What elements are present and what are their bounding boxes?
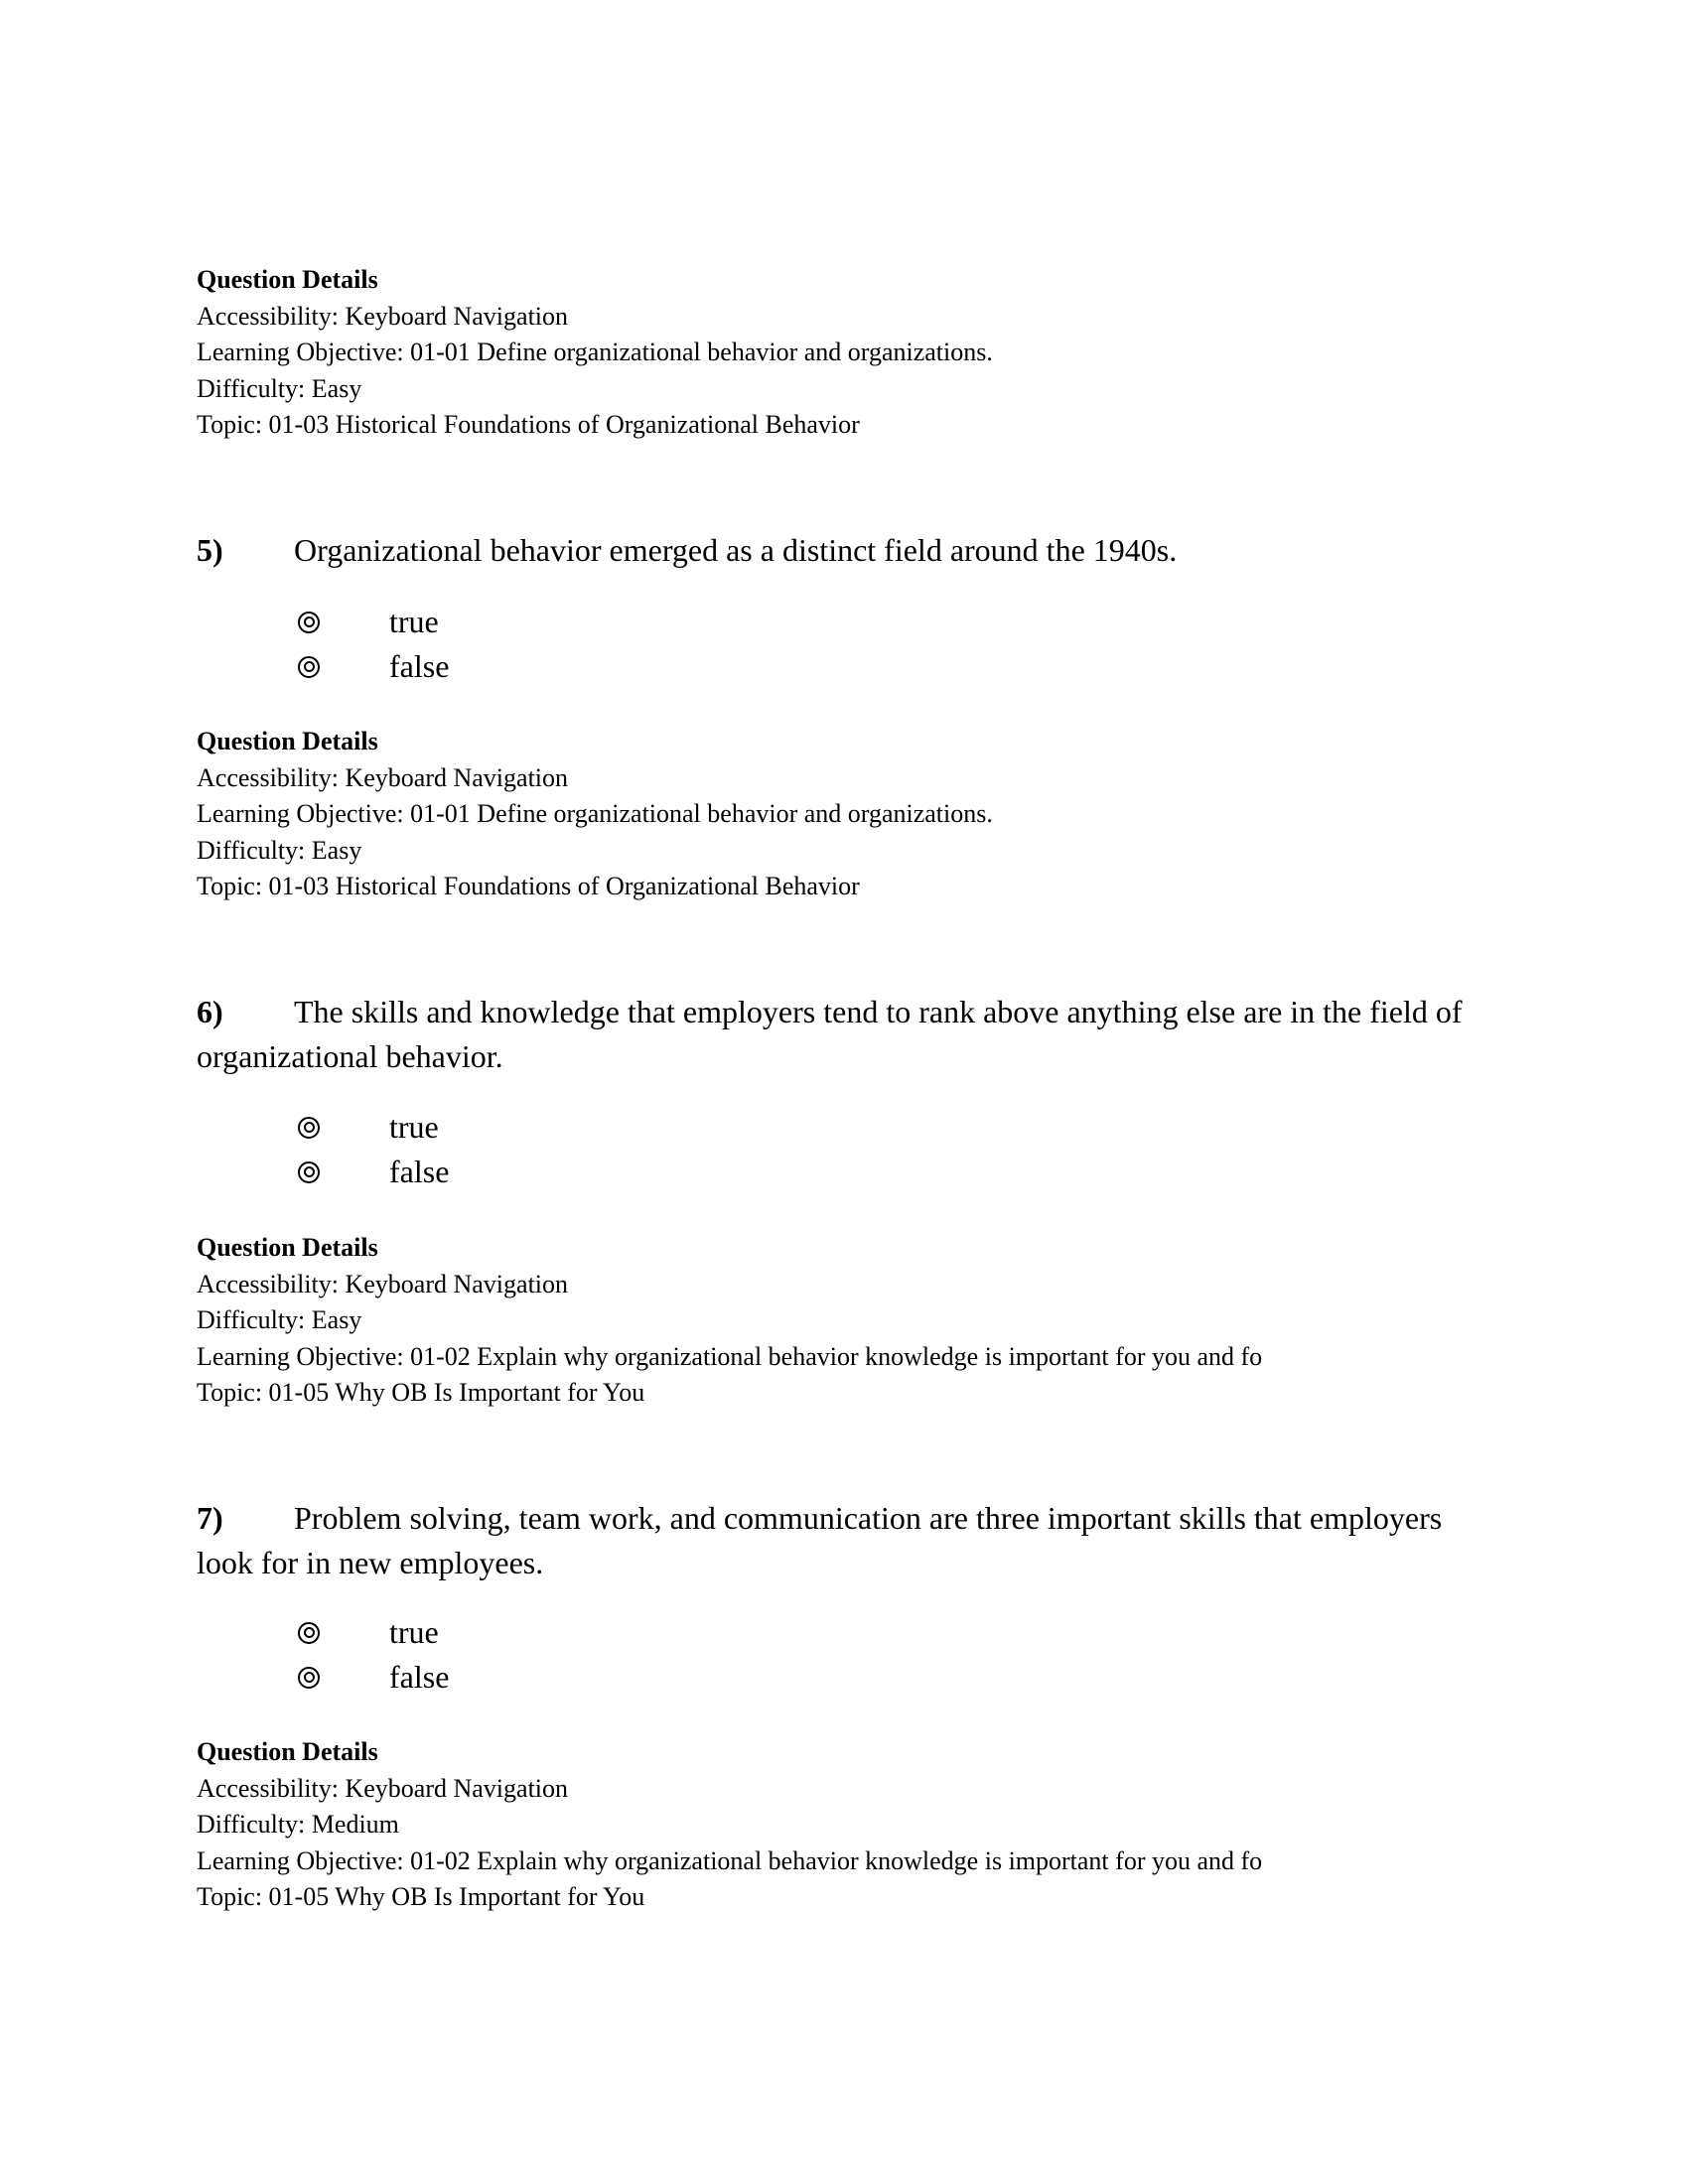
option-label: false bbox=[389, 648, 450, 684]
details-line: Accessibility: Keyboard Navigation bbox=[197, 1773, 569, 1803]
options-5 bbox=[298, 600, 449, 689]
details-line: Accessibility: Keyboard Navigation bbox=[197, 1269, 569, 1298]
details-line: Accessibility: Keyboard Navigation bbox=[197, 301, 569, 331]
details-line: Learning Objective: 01-01 Define organizational behavior and organizations. bbox=[197, 799, 993, 828]
question-text: The skills and knowledge that employers tend to rank above anything else are in the field of organizational behavior. bbox=[197, 994, 1463, 1074]
radio-icon[interactable] bbox=[298, 1117, 320, 1139]
option-label: true bbox=[389, 1614, 439, 1650]
details-line: Topic: 01-03 Historical Foundations of Organizational Behavior bbox=[197, 872, 860, 900]
question-details bbox=[197, 1734, 1262, 1916]
details-line: Difficulty: Easy bbox=[197, 373, 362, 403]
question-number: 6) bbox=[197, 994, 223, 1029]
option-false[interactable] bbox=[298, 644, 449, 689]
option-false[interactable] bbox=[298, 1150, 449, 1194]
details-line: Difficulty: Easy bbox=[197, 835, 362, 865]
question-6 bbox=[197, 990, 1487, 1079]
radio-icon[interactable] bbox=[298, 1622, 320, 1644]
question-details bbox=[197, 724, 993, 905]
details-line: Accessibility: Keyboard Navigation bbox=[197, 762, 569, 792]
details-line: Difficulty: Medium bbox=[197, 1810, 399, 1839]
option-false[interactable] bbox=[298, 1655, 449, 1700]
option-label: false bbox=[389, 1659, 450, 1695]
option-true[interactable] bbox=[298, 1105, 449, 1150]
details-title: Question Details bbox=[197, 1233, 378, 1262]
option-true[interactable] bbox=[298, 600, 449, 644]
details-line: Learning Objective: 01-02 Explain why organizational behavior knowledge is important for you and fo bbox=[197, 1845, 1263, 1875]
details-title: Question Details bbox=[197, 265, 378, 294]
options-7 bbox=[298, 1610, 449, 1700]
details-line: Topic: 01-05 Why OB Is Important for You bbox=[197, 1882, 645, 1911]
details-title: Question Details bbox=[197, 1737, 378, 1766]
question-5 bbox=[197, 528, 1487, 573]
details-line: Difficulty: Easy bbox=[197, 1305, 362, 1334]
option-true[interactable] bbox=[298, 1610, 449, 1655]
question-text: Organizational behavior emerged as a distinct field around the 1940s. bbox=[294, 532, 1178, 568]
radio-icon[interactable] bbox=[298, 612, 320, 633]
details-line: Learning Objective: 01-01 Define organizational behavior and organizations. bbox=[197, 338, 993, 366]
radio-icon[interactable] bbox=[298, 1161, 320, 1183]
question-details bbox=[197, 1230, 1262, 1412]
details-line: Topic: 01-03 Historical Foundations of Organizational Behavior bbox=[197, 410, 860, 439]
radio-icon[interactable] bbox=[298, 656, 320, 678]
option-label: true bbox=[389, 1109, 439, 1145]
question-number: 7) bbox=[197, 1500, 223, 1536]
question-7 bbox=[197, 1496, 1487, 1585]
options-6 bbox=[298, 1105, 449, 1194]
question-details bbox=[197, 262, 993, 444]
radio-icon[interactable] bbox=[298, 1667, 320, 1689]
option-label: true bbox=[389, 604, 439, 639]
question-number: 5) bbox=[197, 532, 223, 568]
details-title: Question Details bbox=[197, 727, 378, 755]
option-label: false bbox=[389, 1154, 450, 1189]
question-text: Problem solving, team work, and communication are three important skills that employers look for in new employees. bbox=[197, 1500, 1443, 1580]
details-line: Learning Objective: 01-02 Explain why organizational behavior knowledge is important for you and fo bbox=[197, 1341, 1263, 1371]
details-line: Topic: 01-05 Why OB Is Important for You bbox=[197, 1378, 645, 1407]
